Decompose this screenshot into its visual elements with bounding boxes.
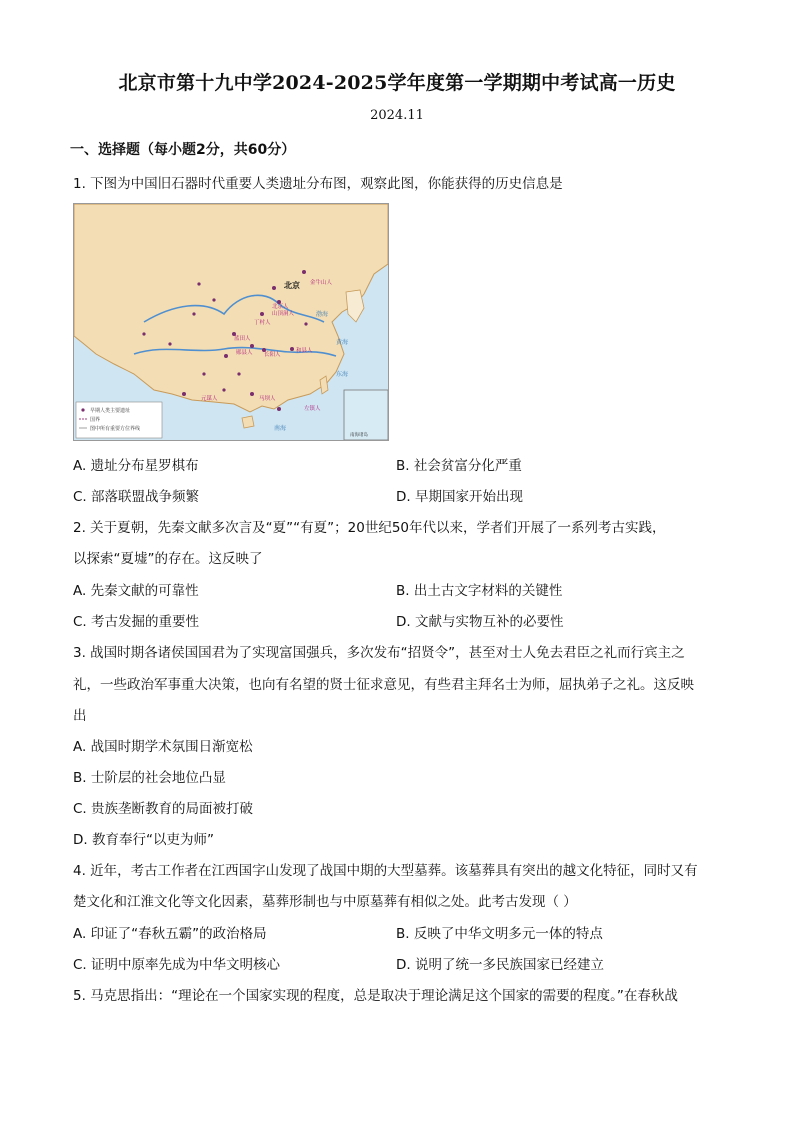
question-2-option-d: D. 文献与实物互补的必要性 <box>396 614 564 630</box>
question-2-option-a: A. 先秦文献的可靠性 <box>73 583 199 599</box>
site-label-dingcun: 丁村人 <box>254 320 271 326</box>
question-3-stem-line-3: 出 <box>73 708 87 724</box>
map-label-beijing: 北京 <box>284 281 300 290</box>
site-label-jinniushan: 金牛山人 <box>310 280 333 286</box>
question-1-stem: 1. 下图为中国旧石器时代重要人类遗址分布图，观察此图，你能获得的历史信息是 <box>73 176 563 192</box>
site-label-lantian: 蓝田人 <box>234 336 251 342</box>
paleolithic-sites-map <box>73 203 389 441</box>
question-4-stem-line-1: 4. 近年，考古工作者在江西国字山发现了战国中期的大型墓葬。该墓葬具有突出的越文化特征，同时又有 <box>73 863 698 879</box>
china-landmass <box>74 204 388 412</box>
site-label-maba: 马坝人 <box>259 396 276 402</box>
sea-label-nanhai: 南海 <box>274 425 287 432</box>
question-3-option-d: D. 教育奉行“以吏为师” <box>73 832 214 848</box>
question-4-option-a: A. 印证了“春秋五霸”的政治格局 <box>73 926 267 942</box>
korea-japan-land <box>346 290 364 322</box>
exam-date: 2024.11 <box>370 108 424 123</box>
sea-label-huanghai: 黄海 <box>336 339 349 346</box>
question-3-stem-line-2: 礼，一些政治军事重大决策，也向有名望的贤士征求意见，有些君主拜名士为师，屈执弟子之礼。这反映 <box>73 677 694 693</box>
legend-sites: 早期人类主要遗址 <box>90 408 131 414</box>
question-2-stem-line-2: 以探索“夏墟”的存在。这反映了 <box>73 551 263 567</box>
question-3-stem-line-1: 3. 战国时期各诸侯国国君为了实现富国强兵，多次发布“招贤令”，甚至对士人免去君臣之礼而行宾主之 <box>73 645 685 661</box>
site-label-changyang: 长阳人 <box>264 352 281 358</box>
question-3-option-b: B. 士阶层的社会地位凸显 <box>73 770 226 786</box>
site-label-yuanmou: 元谋人 <box>201 396 218 402</box>
question-1-option-b: B. 社会贫富分化严重 <box>396 458 522 474</box>
question-4-option-b: B. 反映了中华文明多元一体的特点 <box>396 926 603 942</box>
site-label-yunxian: 郧县人 <box>236 350 253 356</box>
sea-label-donghai: 东海 <box>336 371 349 378</box>
inset-label: 南海诸岛 <box>350 433 368 438</box>
page-title: 北京市第十九中学2024-2025学年度第一学期期中考试高一历史 <box>118 72 676 94</box>
question-3-option-a: A. 战国时期学术氛围日渐宽松 <box>73 739 253 755</box>
site-label-hexian: 和县人 <box>296 348 313 354</box>
sea-label-bohai: 渤海 <box>316 311 329 318</box>
question-4-stem-line-2: 楚文化和江淮文化等文化因素，墓葬形制也与中原墓葬有相似之处。此考古发现（ ） <box>73 894 577 910</box>
question-1-option-d: D. 早期国家开始出现 <box>396 489 523 505</box>
hainan-island <box>242 416 254 428</box>
site-label-beijingren: 北京人 <box>272 304 289 310</box>
question-4-option-d: D. 说明了统一多民族国家已经建立 <box>396 957 604 973</box>
legend-border: 国界 <box>90 417 101 423</box>
question-1-option-a: A. 遗址分布星罗棋布 <box>73 458 199 474</box>
legend-lines: 图中所有重要方位界线 <box>90 426 141 432</box>
question-1-option-c: C. 部落联盟战争频繁 <box>73 489 200 505</box>
question-5-stem-line-1: 5. 马克思指出：“理论在一个国家实现的程度，总是取决于理论满足这个国家的需要的程度。”在春秋战 <box>73 988 678 1004</box>
question-3-option-c: C. 贵族垄断教育的局面被打破 <box>73 801 254 817</box>
question-2-option-b: B. 出土古文字材料的关键性 <box>396 583 563 599</box>
site-label-zuozhen: 左镇人 <box>304 406 321 412</box>
section-heading: 一、选择题（每小题2分，共60分） <box>70 142 296 158</box>
question-2-stem-line-1: 2. 关于夏朝，先秦文献多次言及“夏”“有夏”；20世纪50年代以来，学者们开展了一系列考古实践， <box>73 520 666 536</box>
question-4-option-c: C. 证明中原率先成为中华文明核心 <box>73 957 281 973</box>
site-label-shandingdong: 山顶洞人 <box>272 311 295 317</box>
question-2-option-c: C. 考古发掘的重要性 <box>73 614 200 630</box>
